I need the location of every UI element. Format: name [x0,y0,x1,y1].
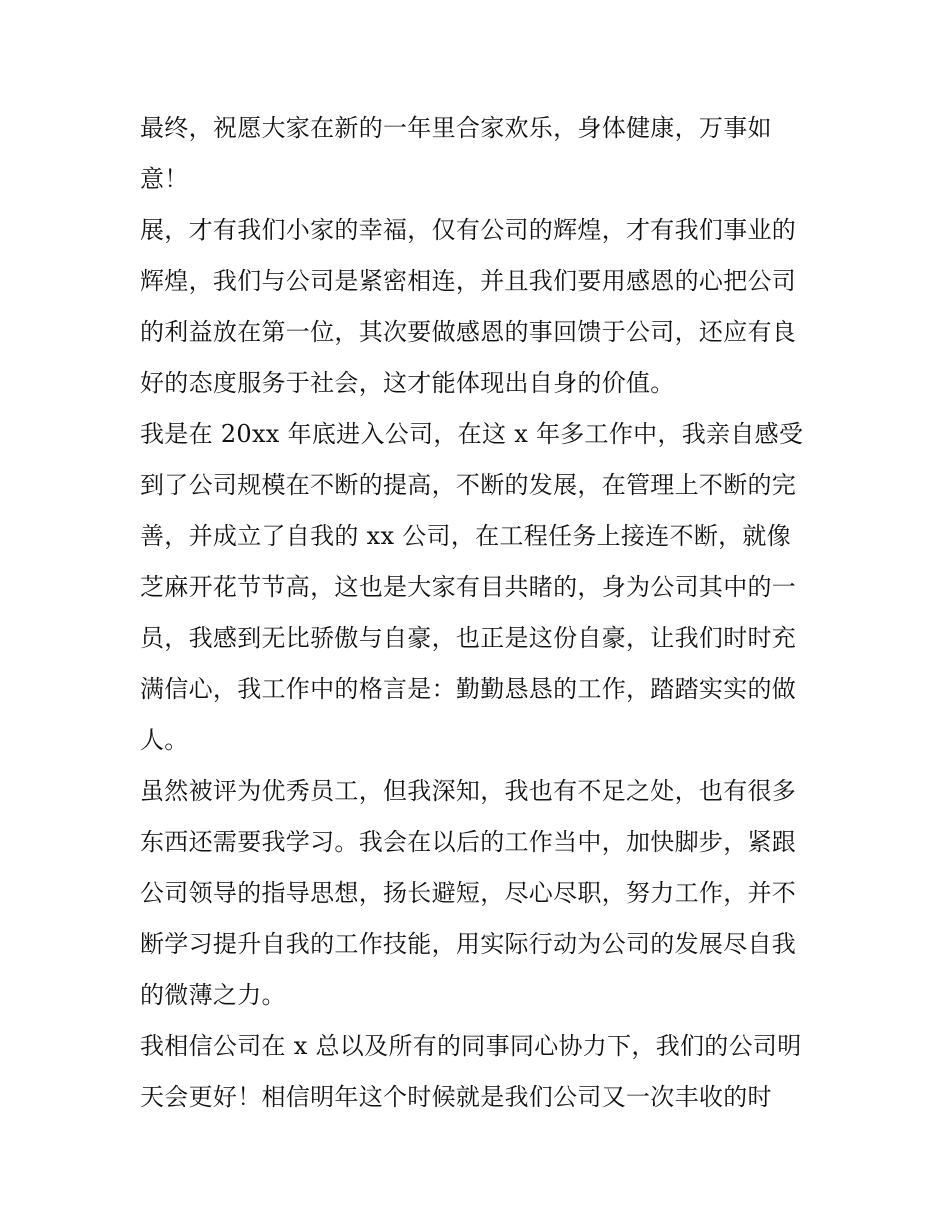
text-line: 的利益放在第一位，其次要做感恩的事回馈于公司，还应有良 [140,318,797,346]
text-line: 意！ [140,165,189,193]
text-line: 虽然被评为优秀员工，但我深知，我也有不足之处，也有很多 [140,777,797,805]
text-line: 天会更好！相信明年这个时候就是我们公司又一次丰收的时 [140,1083,772,1111]
text-line: 断学习提升自我的工作技能，用实际行动为公司的发展尽自我 [140,930,797,958]
text-line: 人。 [140,726,189,754]
text-line: 到了公司规模在不断的提高，不断的发展，在管理上不断的完 [140,471,797,499]
text-line: 的微薄之力。 [140,981,286,1009]
text-line: 公司领导的指导思想，扬长避短，尽心尽职，努力工作，并不 [140,879,797,907]
text-line: 最终，祝愿大家在新的一年里合家欢乐，身体健康，万事如 [140,114,772,142]
text-line: 芝麻开花节节高，这也是大家有目共睹的，身为公司其中的一 [140,573,797,601]
text-line: 展，才有我们小家的幸福，仅有公司的辉煌，才有我们事业的 [140,216,797,244]
text-line: 满信心，我工作中的格言是：勤勤恳恳的工作，踏踏实实的做 [140,675,797,703]
text-line: 我是在 20xx 年底进入公司，在这 x 年多工作中，我亲自感受 [140,420,804,448]
text-line: 善，并成立了自我的 xx 公司，在工程任务上接连不断，就像 [140,522,792,550]
text-line: 辉煌，我们与公司是紧密相连，并且我们要用感恩的心把公司 [140,267,797,295]
text-line: 员，我感到无比骄傲与自豪，也正是这份自豪，让我们时时充 [140,624,797,652]
text-line: 好的态度服务于社会，这才能体现出自身的价值。 [140,369,675,397]
document-body [140,103,820,1123]
text-line: 我相信公司在 x 总以及所有的同事同心协力下，我们的公司明 [140,1032,802,1060]
text-line: 东西还需要我学习。我会在以后的工作当中，加快脚步，紧跟 [140,828,797,856]
